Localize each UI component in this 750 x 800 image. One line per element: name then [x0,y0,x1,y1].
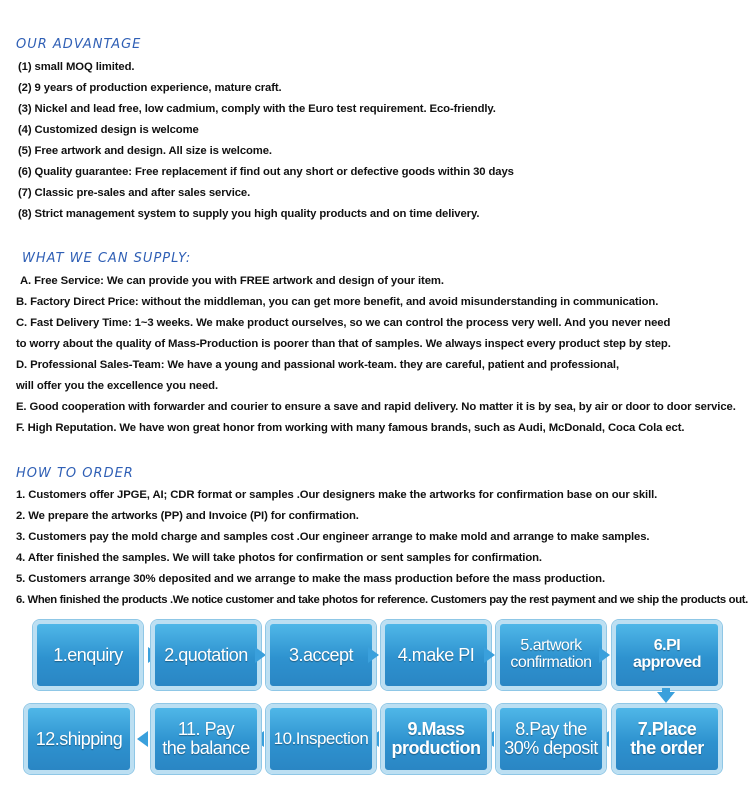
flow-arrow-right-icon [599,647,610,663]
advantage-item: (7) Classic pre-sales and after sales service. [18,187,251,199]
flow-arrow-left-icon [137,731,148,747]
advantage-item: (8) Strict management system to supply you high quality products and on time delivery. [18,208,480,220]
supply-list [16,271,746,439]
advantage-item: (3) Nickel and lead free, low cadmium, comply with the Euro test requirement. Eco-friendly. [18,103,496,115]
supply-item: to worry about the quality of Mass-Production is poorer than that of samples. We always inspect every product step by step. [16,338,671,350]
advantage-item: (5) Free artwork and design. All size is welcome. [18,145,272,157]
order-step-text: 2. We prepare the artworks (PP) and Invoice (PI) for confirmation. [16,510,359,522]
order-process-flow [0,618,750,800]
flow-step-quotation: 2.quotation [151,620,261,690]
flow-arrow-right-icon [368,647,379,663]
flow-step-pi-approved: 6.PI approved [612,620,722,690]
order-list [16,485,746,611]
supply-item: E. Good cooperation with forwarder and courier to ensure a save and rapid delivery. No matter it is by sea, by air or door to door service. [16,401,736,413]
supply-item: C. Fast Delivery Time: 1~3 weeks. We make product ourselves, so we can control the process very well. And you never need [16,317,671,329]
order-step-text: 3. Customers pay the mold charge and samples cost .Our engineer arrange to make mold and arrange to make samples. [16,531,650,543]
supply-item: B. Factory Direct Price: without the middleman, you can get more benefit, and avoid misunderstanding in communication. [16,296,659,308]
advantage-item: (6) Quality guarantee: Free replacement if find out any short or defective goods within 30 days [18,166,514,178]
advantage-item: (1) small MOQ limited. [18,61,135,73]
order-heading: HOW TO ORDER [16,466,134,481]
flow-step-pay-deposit: 8.Pay the 30% deposit [496,704,606,774]
supply-item: will offer you the excellence you need. [16,380,219,392]
flow-step-accept: 3.accept [266,620,376,690]
flow-step-pay-balance: 11. Pay the balance [151,704,261,774]
order-step-text: 6. When finished the products .We notice customer and take photos for reference. Customers pay the rest payment and we ship the products out. [16,594,748,606]
flow-step-place-order: 7.Place the order [612,704,722,774]
flow-step-artwork-confirmation: 5.artwork confirmation [496,620,606,690]
advantage-list [18,57,746,225]
flow-step-shipping: 12.shipping [24,704,134,774]
flow-step-make-pi: 4.make PI [381,620,491,690]
advantage-heading: OUR ADVANTAGE [16,37,142,52]
order-step-text: 5. Customers arrange 30% deposited and we arrange to make the mass production before the mass production. [16,573,606,585]
advantage-item: (2) 9 years of production experience, mature craft. [18,82,282,94]
flow-step-mass-production: 9.Mass production [381,704,491,774]
advantage-item: (4) Customized design is welcome [18,124,199,136]
supply-item: D. Professional Sales-Team: We have a young and passional work-team. they are careful, patient and professional, [16,359,619,371]
supply-item: F. High Reputation. We have won great honor from working with many famous brands, such as Audi, McDonald, Coca Cola ect. [16,422,685,434]
flow-arrow-right-icon [484,647,495,663]
flow-step-inspection: 10.Inspection [266,704,376,774]
supply-heading: WHAT WE CAN SUPPLY: [22,251,192,266]
flow-step-enquiry: 1.enquiry [33,620,143,690]
flow-arrow-down-icon [657,692,675,703]
supply-item: A. Free Service: We can provide you with FREE artwork and design of your item. [20,275,444,287]
flow-arrow-right-icon [255,647,266,663]
order-step-text: 1. Customers offer JPGE, AI; CDR format or samples .Our designers make the artworks for confirmation base on our skill. [16,489,658,501]
order-step-text: 4. After finished the samples. We will take photos for confirmation or sent samples for confirmation. [16,552,542,564]
